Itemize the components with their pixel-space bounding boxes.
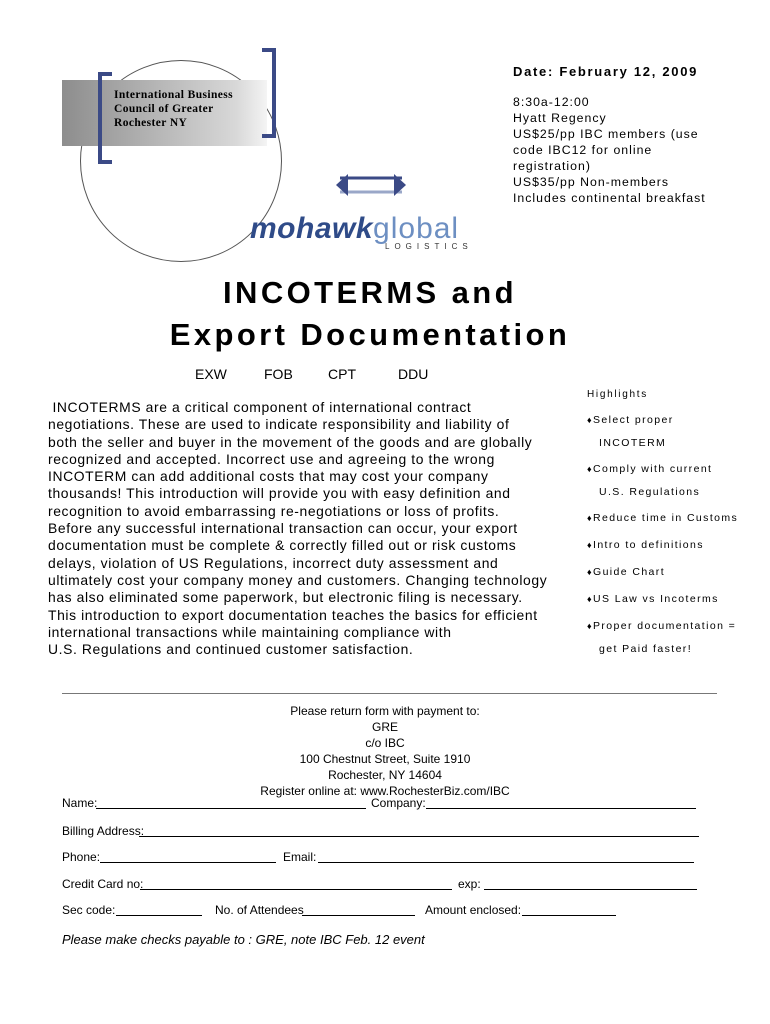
email-field[interactable] — [318, 850, 694, 863]
highlight-item — [587, 593, 719, 605]
detail-line: code IBC12 for online — [513, 143, 653, 157]
detail-line: Hyatt Regency — [513, 111, 607, 125]
paragraph-line: both the seller and buyer in the movement of the goods and are globally — [48, 433, 533, 450]
logo-bracket-left — [98, 72, 112, 164]
paragraph-line: documentation must be complete & correctly filled out or risk customs — [48, 537, 517, 554]
diamond-icon: ♦ — [587, 415, 593, 425]
brand-logo — [250, 212, 459, 246]
attendees-label: No. of Attendees — [215, 903, 304, 917]
paragraph-line: recognition to avoid embarrassing re-negotiations or loss of profits. — [48, 502, 500, 519]
name-field[interactable] — [96, 796, 366, 809]
exp-field[interactable] — [484, 877, 697, 890]
logo-bracket-right — [262, 48, 276, 138]
paragraph-line: delays, violation of US Regulations, incorrect duty assessment and — [48, 554, 499, 571]
double-arrow-icon — [336, 170, 406, 200]
highlight-item — [587, 414, 674, 426]
term-exw: EXW — [195, 366, 227, 382]
highlight-item-cont: get Paid faster! — [599, 643, 693, 655]
card-label: Credit Card no: — [62, 877, 144, 891]
highlight-item — [587, 512, 738, 524]
brand-subtitle: LOGISTICS — [385, 242, 473, 251]
return-line: Please return form with payment to: — [290, 704, 480, 718]
event-details — [513, 94, 723, 206]
detail-line: US$25/pp IBC members (use — [513, 127, 699, 141]
paragraph-line: thousands! This introduction will provide you with easy definition and — [48, 485, 511, 502]
org-line: Rochester NY — [114, 117, 188, 129]
brand-main: mohawk — [250, 212, 374, 245]
company-label: Company: — [371, 796, 426, 810]
detail-line: US$35/pp Non-members — [513, 175, 670, 189]
highlight-item — [587, 539, 704, 551]
paragraph-line: Before any successful international transaction can occur, your export — [48, 520, 518, 537]
intro-paragraph — [48, 399, 588, 658]
detail-line: Includes continental breakfast — [513, 191, 706, 205]
highlight-text: Proper documentation = — [593, 620, 737, 632]
detail-line: 8:30a-12:00 — [513, 95, 590, 109]
name-label: Name: — [62, 796, 98, 810]
card-field[interactable] — [140, 877, 452, 890]
return-line: Register online at: www.RochesterBiz.com/IBC — [260, 784, 510, 798]
highlight-item — [587, 620, 736, 632]
term-cpt: CPT — [328, 366, 356, 382]
payment-note: Please make checks payable to : GRE, note IBC Feb. 12 event — [62, 932, 425, 947]
paragraph-line: has also eliminated some paperwork, but electronic filing is necessary. — [48, 589, 523, 606]
diamond-icon: ♦ — [587, 464, 593, 474]
sec-label: Sec code: — [62, 903, 116, 917]
highlight-item-cont: U.S. Regulations — [599, 486, 701, 498]
sec-field[interactable] — [116, 903, 202, 916]
return-line: GRE — [371, 720, 398, 734]
attendees-field[interactable] — [302, 903, 415, 916]
diamond-icon: ♦ — [587, 594, 593, 604]
phone-label: Phone: — [62, 850, 101, 864]
amount-field[interactable] — [522, 903, 616, 916]
org-line: International Business — [114, 89, 234, 101]
highlights-title: Highlights — [587, 389, 648, 400]
return-line: 100 Chestnut Street, Suite 1910 — [299, 752, 471, 766]
detail-line: registration) — [513, 159, 591, 173]
paragraph-line: INCOTERMS are a critical component of international contract — [48, 399, 472, 415]
term-ddu: DDU — [398, 366, 429, 382]
highlight-item — [587, 463, 712, 475]
highlight-text: US Law vs Incoterms — [593, 593, 719, 605]
paragraph-line: recognized and accepted. Incorrect use and agreeing to the wrong — [48, 450, 495, 467]
page-title-line2: Export Documentation — [169, 317, 571, 352]
page-title-line1: INCOTERMS and — [223, 275, 517, 310]
exp-label: exp: — [458, 877, 481, 891]
highlight-item-cont: INCOTERM — [599, 437, 667, 449]
highlight-text: Intro to definitions — [593, 539, 704, 551]
highlight-text: Comply with current — [593, 463, 713, 475]
highlight-text: Select proper — [593, 414, 674, 426]
org-line: Council of Greater — [114, 103, 214, 115]
highlight-item — [587, 566, 665, 578]
paragraph-line: international transactions while maintaining compliance with — [48, 623, 452, 640]
diamond-icon: ♦ — [587, 513, 593, 523]
term-fob: FOB — [264, 366, 293, 382]
amount-label: Amount enclosed: — [425, 903, 522, 917]
return-line: Rochester, NY 14604 — [328, 768, 442, 782]
brand-second: global — [373, 212, 460, 245]
return-address — [0, 703, 770, 799]
billing-field[interactable] — [139, 824, 699, 837]
org-name — [114, 88, 264, 130]
diamond-icon: ♦ — [587, 540, 593, 550]
highlight-text: Reduce time in Customs — [593, 512, 739, 524]
paragraph-line: U.S. Regulations and continued customer satisfaction. — [48, 641, 414, 658]
company-field[interactable] — [426, 796, 696, 809]
email-label: Email: — [283, 850, 317, 864]
divider — [62, 693, 717, 694]
paragraph-line: ultimately cost your company money and customers. Changing technology — [48, 571, 548, 588]
return-line: c/o IBC — [365, 736, 405, 750]
paragraph-line: negotiations. These are used to indicate responsibility and liability of — [48, 416, 510, 433]
event-date: Date: February 12, 2009 — [513, 64, 699, 79]
diamond-icon: ♦ — [587, 567, 593, 577]
diamond-icon: ♦ — [587, 621, 593, 631]
billing-label: Billing Address: — [62, 824, 145, 838]
highlight-text: Guide Chart — [593, 566, 666, 578]
paragraph-line: This introduction to export documentation teaches the basics for efficient — [48, 606, 538, 623]
paragraph-line: INCOTERM can add additional costs that may cost your company — [48, 468, 489, 485]
phone-field[interactable] — [100, 850, 276, 863]
